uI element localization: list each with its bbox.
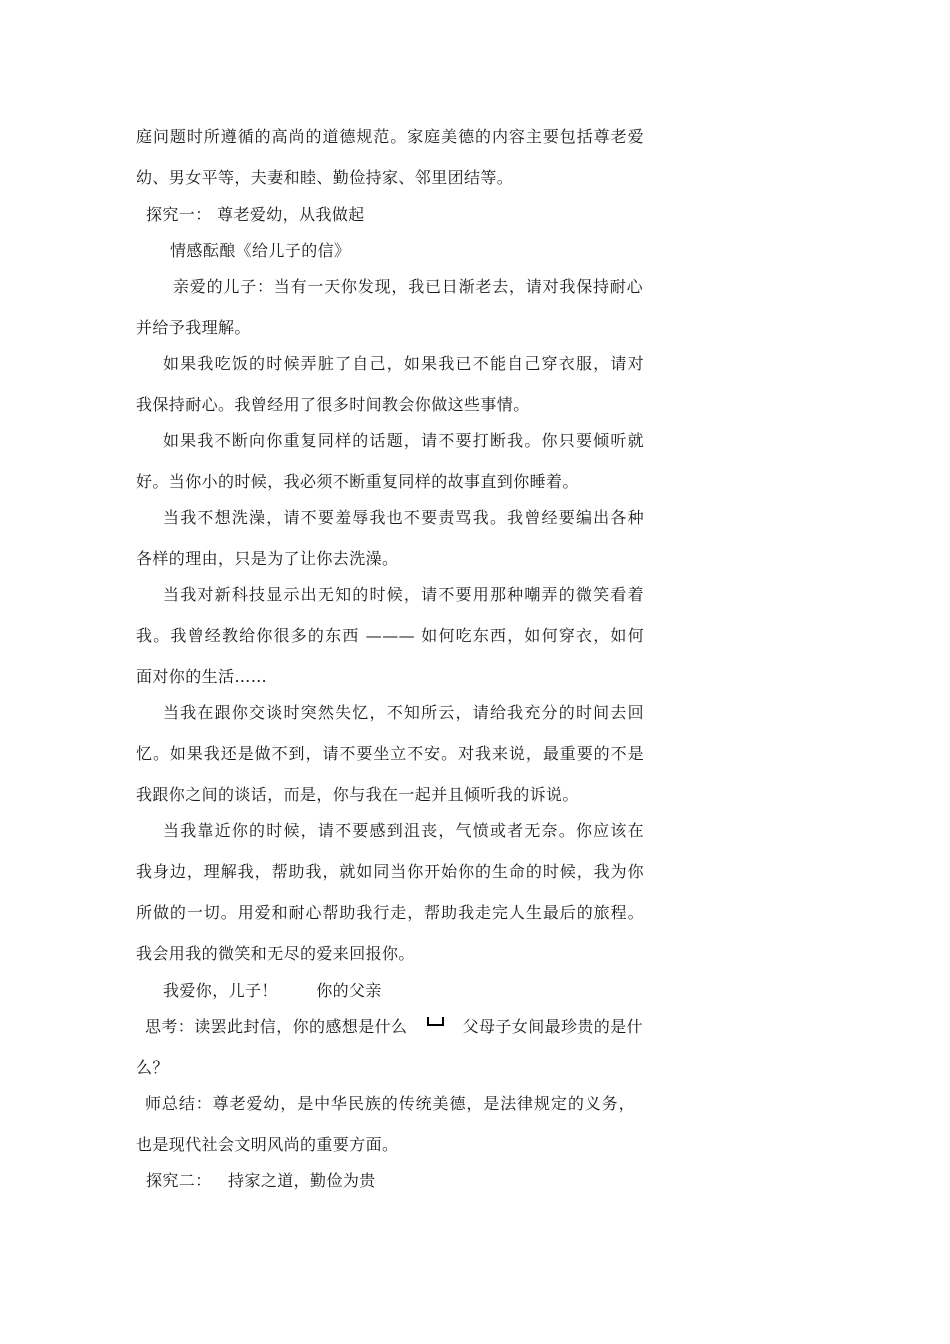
letter-title: 情感酝酿《给儿子的信》 [170, 241, 351, 260]
letter-p6-line-1: 当我在跟你交谈时突然失忆，不知所云，请给我充分的时间去回 [163, 703, 644, 722]
thinking-question [145, 1017, 643, 1037]
thinking-label-b: 父母子女间最珍贵的是什 [462, 1017, 643, 1036]
letter-p3-line-1: 如果我不断向你重复同样的话题，请不要打断我。你只要倾听就 [163, 431, 644, 450]
letter-p1-line-1: 亲爱的儿子：当有一天你发现，我已日渐老去，请对我保持耐心 [173, 277, 643, 296]
letter-p7-line-2: 我身边，理解我，帮助我，就如同当你开始你的生命的时候，我为你 [136, 862, 644, 881]
letter-p5-line-2: 我。我曾经教给你很多的东西 ——— 如何吃东西，如何穿衣，如何 [136, 626, 644, 645]
letter-p7-line-1: 当我靠近你的时候，请不要感到沮丧，气愤或者无奈。你应该在 [163, 821, 644, 840]
section-1-heading: 探究一： 尊老爱幼，从我做起 [146, 205, 365, 224]
letter-p6-line-3: 我跟你之间的谈话，而是，你与我在一起并且倾听我的诉说。 [136, 785, 579, 804]
letter-p4-line-2: 各样的理由，只是为了让你去洗澡。 [136, 549, 399, 568]
mark-glyph-icon [427, 1017, 444, 1026]
summary-line-2: 也是现代社会文明风尚的重要方面。 [136, 1135, 399, 1154]
thinking-label-a: 思考：读罢此封信，你的感想是什么 [145, 1017, 408, 1036]
letter-p1-line-2: 并给予我理解。 [136, 318, 251, 337]
letter-closing: 我爱你，儿子！ 你的父亲 [163, 981, 382, 1000]
letter-p7-line-3: 所做的一切。用爱和耐心帮助我行走，帮助我走完人生最后的旅程。 [136, 903, 644, 922]
letter-p5-line-1: 当我对新科技显示出无知的时候，请不要用那种嘲弄的微笑看着 [163, 585, 644, 604]
letter-p2-line-1: 如果我吃饭的时候弄脏了自己，如果我已不能自己穿衣服，请对 [163, 354, 644, 373]
summary-line-1: 师总结：尊老爱幼，是中华民族的传统美德，是法律规定的义务， [145, 1094, 635, 1113]
intro-line-1: 庭问题时所遵循的高尚的道德规范。家庭美德的内容主要包括尊老爱 [136, 127, 644, 146]
letter-p5-line-3: 面对你的生活…… [136, 667, 268, 686]
letter-p3-line-2: 好。当你小的时候，我必须不断重复同样的故事直到你睡着。 [136, 472, 579, 491]
letter-p7-line-4: 我会用我的微笑和无尽的爱来回报你。 [136, 944, 415, 963]
section-2-heading: 探究二： 持家之道，勤俭为贵 [146, 1171, 376, 1190]
letter-p4-line-1: 当我不想洗澡，请不要羞辱我也不要责骂我。我曾经要编出各种 [163, 508, 644, 527]
letter-p6-line-2: 忆。如果我还是做不到，请不要坐立不安。对我来说，最重要的不是 [136, 744, 644, 763]
thinking-line-2: 么？ [136, 1058, 169, 1077]
letter-p2-line-2: 我保持耐心。我曾经用了很多时间教会你做这些事情。 [136, 395, 530, 414]
intro-line-2: 幼、男女平等，夫妻和睦、勤俭持家、邻里团结等。 [136, 168, 514, 187]
